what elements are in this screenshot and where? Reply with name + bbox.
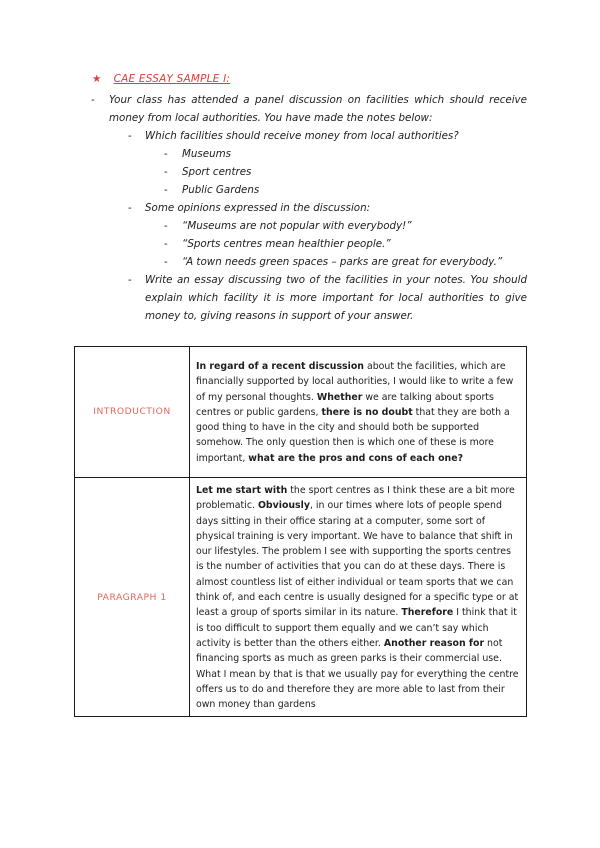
essay-heading-title: CAE ESSAY SAMPLE I:	[113, 73, 231, 85]
instruction-line-2: explain which facility it is more important for local authorities to give	[145, 292, 527, 304]
instruction-line-3: money to, giving reasons in support of your answer.	[145, 310, 414, 322]
opinion-item: “Museums are not popular with everybody!”	[182, 220, 412, 232]
essay-table	[74, 346, 527, 717]
bullet-dash: -	[128, 130, 132, 142]
bold-phrase: Let me start with	[196, 485, 288, 496]
paragraph1-text: Let me start with the sport centres as I think these are a bit more problematic. Obviously, in our times where lots of people spend days sitting in their office staring at a computer, some sort of physical training is very important. We have to balance that shift in our lifestyles. The problem I see with supporting the sports centres is the number of activities that you can do at these days. There is almost countless list of either individual or team sports that we can think of, and each centre is usually designed for a specific type or at least a group of sports similar in its nature. Therefore I think that it is too difficult to support them equally and we can’t say which activity is better than the others either. Another reason for not financing sports as much as green parks is their commercial use. What I mean by that is that we usually pay for everything the centre offers us to do and therefore they are more able to last from their own money than gardens	[190, 478, 527, 717]
table-row	[75, 347, 527, 478]
star-icon: ★	[92, 73, 102, 85]
bullet-dash: -	[164, 220, 168, 232]
bullet-dash: -	[164, 166, 168, 178]
paragraph1-label: PARAGRAPH 1	[75, 478, 190, 717]
bullet-dash: -	[128, 202, 132, 214]
facility-item: Museums	[182, 148, 232, 160]
opinion-item: “A town needs green spaces – parks are great for everybody.”	[182, 256, 503, 268]
opinion-item: “Sports centres mean healthier people.”	[182, 238, 391, 250]
bullet-dash: -	[164, 256, 168, 268]
opinions-label: Some opinions expressed in the discussion:	[145, 202, 371, 214]
bold-phrase: Obviously	[257, 500, 310, 512]
instruction-line-1: Write an essay discussing two of the facilities in your notes. You should	[145, 274, 527, 286]
bullet-dash: -	[128, 274, 132, 286]
bold-phrase: Another reason for	[383, 637, 485, 649]
bold-phrase: In regard of a recent discussion	[196, 360, 364, 372]
table-row	[75, 478, 527, 717]
bold-phrase: Therefore	[401, 607, 454, 619]
bullet-dash: -	[164, 148, 168, 160]
task-question: Which facilities should receive money from local authorities?	[145, 130, 459, 142]
bold-phrase: Whether	[316, 391, 363, 403]
task-intro-line-2: money from local authorities. You have made the notes below:	[109, 112, 433, 124]
introduction-label: INTRODUCTION	[75, 347, 190, 478]
task-intro-line-1: Your class has attended a panel discussion on facilities which should receive	[109, 94, 527, 106]
bold-phrase: what are the pros and cons of each one?	[248, 452, 464, 464]
essay-heading	[92, 73, 230, 85]
bullet-dash: -	[164, 184, 168, 196]
bullet-dash: -	[164, 238, 168, 250]
bold-phrase: there is no doubt	[321, 406, 413, 418]
bullet-dash: -	[91, 94, 95, 106]
introduction-text: In regard of a recent discussion about the facilities, which are financially supported by local authorities, I would like to write a few of my personal thoughts. Whether we are talking about sports centres or public gardens, there is no doubt that they are both a good thing to have in the city and should both be supported somehow. The only question then is which one of these is more important, what are the pros and cons of each one?	[190, 347, 527, 478]
facility-item: Sport centres	[182, 166, 252, 178]
facility-item: Public Gardens	[182, 184, 260, 196]
